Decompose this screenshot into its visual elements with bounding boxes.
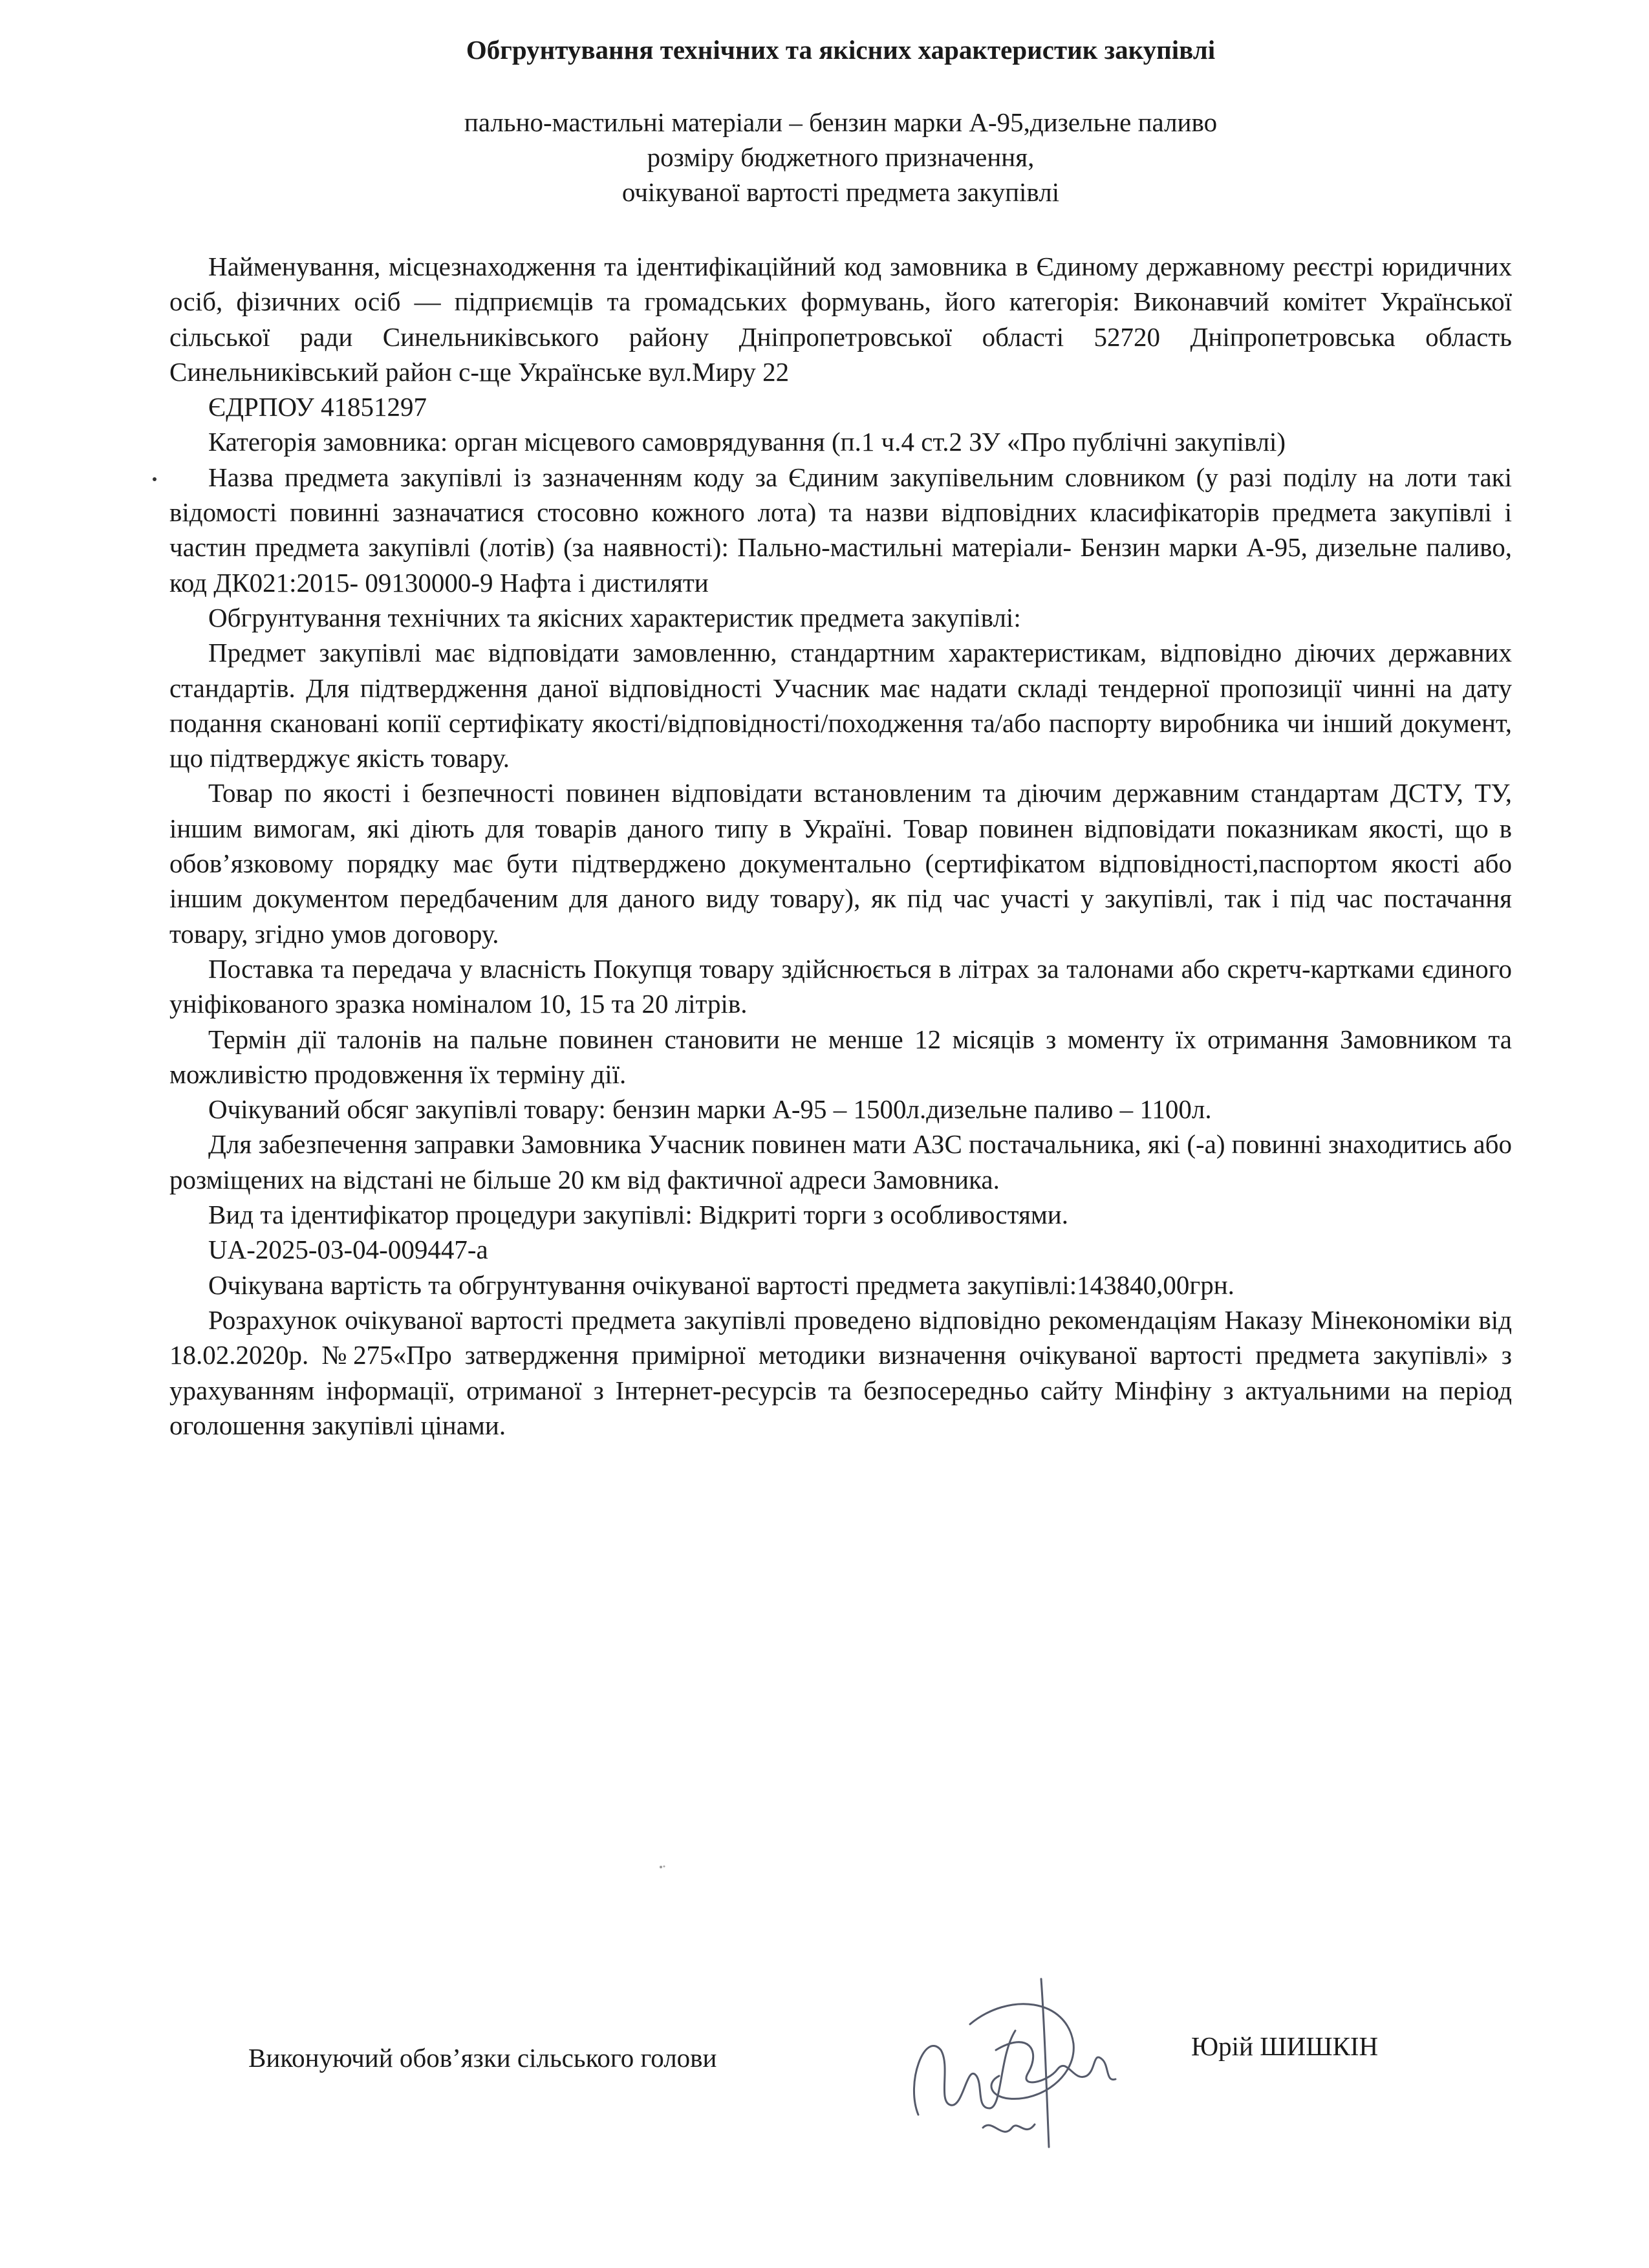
signatory-role: Виконуючий обов’язки сільського голови: [248, 2043, 717, 2073]
scan-speck-mark: [658, 1864, 666, 1870]
paragraph-expected-cost: Очікувана вартість та обгрунтування очікуваної вартості предмета закупівлі:143840,00грн.: [208, 1269, 1234, 1300]
paragraph-cost-calculation: Розрахунок очікуваної вартості предмета закупівлі проведено відповідно рекомендаціям Наказу Мінекономіки від 18.02.2020р. №275«Про затвердження примірної методики визначення очікуваної вартості предмета закупівлі» з урахуванням інформації, отриманої з Інтернет-ресурсів та безпосередньо сайту Мінфіну з актуальними на період оголошення закупівлі цінами.: [169, 1304, 1512, 1440]
paragraph-expected-volume: Очікуваний обсяг закупівлі товару: бензин марки А-95 – 1500л.дизельне паливо – 1100л.: [208, 1094, 1212, 1125]
document-body: [169, 249, 1512, 1443]
paragraph-subject-requirements: Предмет закупівлі має відповідати замовленню, стандартним характеристикам, відповідно діючих державних стандартів. Для підтвердження даної відповідності Учасник має надати складі тендерної пропозиції чинні на дату подання скановані копії сертифікату якості/відповідності/походження та/або паспорту виробника чи інший документ, що підтверджує якість товару.: [169, 638, 1512, 773]
signatory-name: Юрій ШИШКІН: [1191, 2031, 1379, 2061]
paragraph-edrpou: ЄДРПОУ 41851297: [208, 392, 427, 422]
paragraph-coupon-term: Термін дії талонів на пальне повинен становити не менше 12 місяців з моменту їх отримання Замовником та можливістю продовження їх терміну дії.: [169, 1024, 1512, 1089]
signature-block: [0, 2024, 1649, 2102]
paragraph-subject-name: Назва предмета закупівлі із зазначенням коду за Єдиним закупівельним словником (у разі поділу на лоти такі відомості повинні зазначатися стосовно кожного лота) та назви відповідних класифікаторів предмета закупівлі і частин предмета закупівлі (лотів) (за наявності): Пально-мастильні матеріали- Бензин марки А-95, дизельне паливо, код ДК021:2015- 09130000-9 Нафта і дистиляти: [169, 462, 1512, 598]
paragraph-customer-info: Найменування, місцезнаходження та ідентифікаційний код замовника в Єдиному державному реєстрі юридичних осіб, фізичних осіб — підприємців та громадських формувань, його категорія: Виконавчий комітет Української сільської ради Синельниківського району Дніпропетровської області 52720 Дніпропетровська область Синельниківський район с-ще Українське вул.Миру 22: [169, 252, 1512, 387]
paragraph-procedure-type: Вид та ідентифікатор процедури закупівлі: Відкриті торги з особливостями.: [208, 1200, 1068, 1230]
subtitle-line-2: розміру бюджетного призначення,: [647, 142, 1035, 172]
handwritten-signature: [879, 1953, 1138, 2160]
paragraph-delivery: Поставка та передача у власність Покупця товару здійснюється в літрах за талонами або скретч-картками єдиного уніфікованого зразка номіналом 10, 15 та 20 літрів.: [169, 953, 1512, 1019]
subtitle-line-3: очікуваної вартості предмета закупівлі: [621, 177, 1060, 207]
paragraph-characteristics-heading: Обгрунтування технічних та якісних характеристик предмета закупівлі:: [208, 602, 1021, 632]
paragraph-gas-station: Для забезпечення заправки Замовника Учасник повинен мати АЗС постачальника, які (-а) повинні знаходитись або розміщених на відстані не більше 20 км від фактичної адреси Замовника.: [169, 1129, 1512, 1194]
paragraph-customer-category: Категорія замовника: орган місцевого самоврядування (п.1 ч.4 ст.2 ЗУ «Про публічні закупівлі): [208, 427, 1286, 457]
paragraph-procedure-id: UA-2025-03-04-009447-a: [208, 1235, 488, 1265]
subtitle-line-1: пально-мастильні матеріали – бензин марки А-95,дизельне паливо: [464, 107, 1218, 137]
document-subtitle: [168, 105, 1513, 210]
paragraph-quality-safety: Товар по якості і безпечності повинен відповідати встановленим та діючим державним стандартам ДСТУ, ТУ, іншим вимогам, які діють для товарів даного типу в Україні. Товар повинен відповідати показникам якості, що в обов’язковому порядку має бути підтверджено документально (сертифікатом відповідності,паспортом якості або іншим документом передбаченим для даного виду товару), як під час участі у закупівлі, так і під час постачання товару, згідно умов договору.: [169, 778, 1512, 949]
scan-dot-mark: [153, 477, 156, 481]
document-title: Обгрунтування технічних та якісних характеристик закупівлі: [466, 35, 1216, 65]
